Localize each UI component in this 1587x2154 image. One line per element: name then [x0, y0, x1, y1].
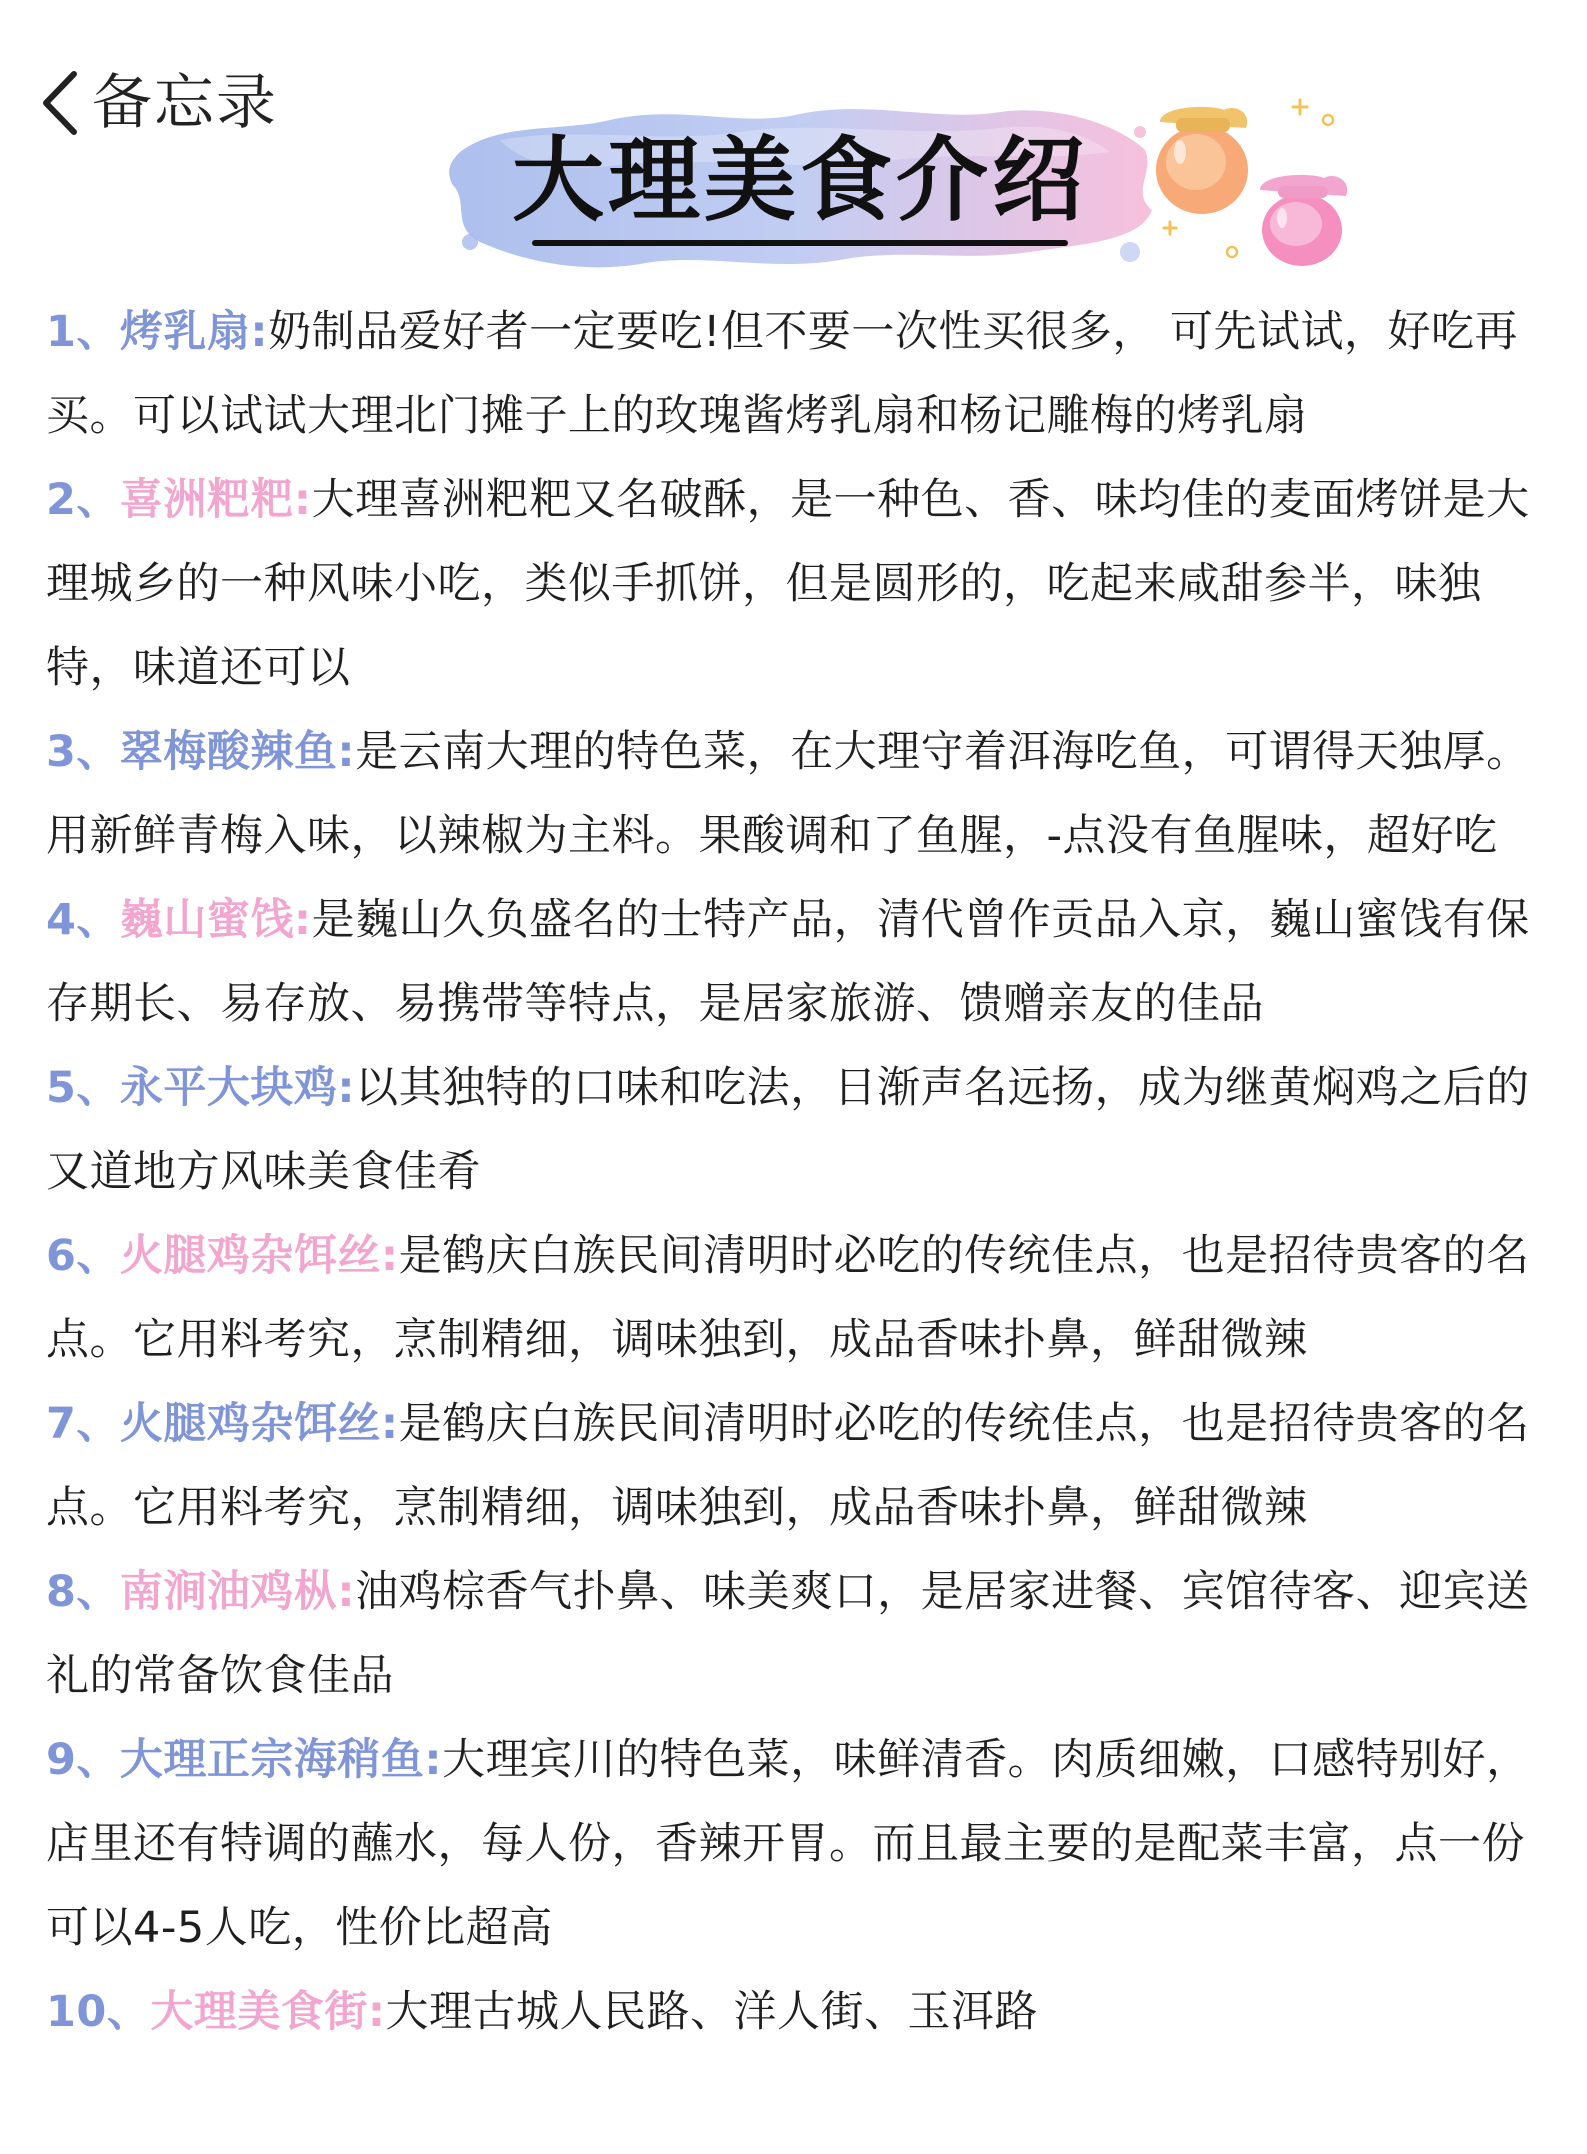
honey-jar-icon — [1140, 70, 1380, 270]
list-item — [46, 710, 1546, 878]
back-label: 备忘录 — [92, 68, 278, 138]
item-description: 油鸡棕香气扑鼻、味美爽口，是居家进餐、宾馆待客、迎宾送礼的常备饮食佳品 — [46, 1567, 1530, 1701]
item-name: 巍山蜜饯: — [119, 895, 312, 945]
food-list — [46, 290, 1546, 2054]
item-description: 大理喜洲粑粑又名破酥，是一种色、香、味均佳的麦面烤饼是大理城乡的一种风味小吃，类似手抓饼，但是圆形的，吃起来咸甜参半，味独特，味道还可以 — [46, 475, 1530, 693]
chevron-left-icon — [38, 68, 84, 138]
list-item — [46, 1550, 1546, 1718]
item-name: 火腿鸡杂饵丝: — [119, 1399, 399, 1449]
item-number: 6、 — [46, 1231, 120, 1281]
item-number: 5、 — [46, 1063, 120, 1113]
page-title: 大理美食介绍 — [511, 127, 1088, 234]
item-number: 9、 — [46, 1735, 120, 1785]
item-name: 烤乳扇: — [119, 307, 269, 357]
item-name: 喜洲粑粑: — [119, 475, 312, 525]
list-item — [46, 1382, 1546, 1550]
title-underline — [532, 240, 1068, 246]
item-number: 4、 — [46, 895, 120, 945]
list-item — [46, 1046, 1546, 1214]
item-number: 7、 — [46, 1399, 120, 1449]
item-description: 是鹤庆白族民间清明时必吃的传统佳点，也是招待贵客的名点。它用料考究，烹制精细，调味独到，成品香味扑鼻，鲜甜微辣 — [46, 1399, 1530, 1533]
list-item — [46, 290, 1546, 458]
item-description: 大理古城人民路、洋人街、玉洱路 — [385, 1987, 1039, 2037]
list-item — [46, 878, 1546, 1046]
list-item — [46, 1970, 1546, 2054]
title-banner — [440, 92, 1160, 282]
item-name: 南涧油鸡枞: — [119, 1567, 356, 1617]
item-name: 翠梅酸辣鱼: — [119, 727, 356, 777]
item-description: 奶制品爱好者一定要吃!但不要一次性买很多， 可先试试，好吃再买。可以试试大理北门摊子上的玫瑰酱烤乳扇和杨记雕梅的烤乳扇 — [46, 307, 1519, 441]
item-description: 是巍山久负盛名的士特产品，清代曾作贡品入京，巍山蜜饯有保存期长、易存放、易携带等特点，是居家旅游、馈赠亲友的佳品 — [46, 895, 1530, 1029]
item-name: 大理正宗海稍鱼: — [119, 1735, 443, 1785]
item-name: 火腿鸡杂饵丝: — [119, 1231, 399, 1281]
item-number: 1、 — [46, 307, 120, 357]
item-description: 是云南大理的特色菜，在大理守着洱海吃鱼，可谓得天独厚。用新鲜青梅入味，以辣椒为主料。果酸调和了鱼腥，-点没有鱼腥味，超好吃 — [46, 727, 1530, 861]
item-name: 永平大块鸡: — [119, 1063, 356, 1113]
list-item — [46, 1214, 1546, 1382]
item-description: 以其独特的口味和吃法，日渐声名远扬，成为继黄焖鸡之后的又道地方风味美食佳肴 — [46, 1063, 1530, 1197]
item-name: 大理美食街: — [150, 1987, 386, 2037]
list-item — [46, 458, 1546, 710]
item-number: 2、 — [46, 475, 120, 525]
item-description: 大理宾川的特色菜，味鲜清香。肉质细嫩，口感特别好，店里还有特调的蘸水，每人份，香辣开胃。而且最主要的是配菜丰富，点一份可以4-5人吃，性价比超高 — [46, 1735, 1530, 1953]
nav-back-button[interactable] — [38, 60, 278, 146]
item-number: 10、 — [46, 1987, 151, 2037]
item-number: 3、 — [46, 727, 120, 777]
item-number: 8、 — [46, 1567, 120, 1617]
item-description: 是鹤庆白族民间清明时必吃的传统佳点，也是招待贵客的名点。它用料考究，烹制精细，调味独到，成品香味扑鼻，鲜甜微辣 — [46, 1231, 1530, 1365]
list-item — [46, 1718, 1546, 1970]
